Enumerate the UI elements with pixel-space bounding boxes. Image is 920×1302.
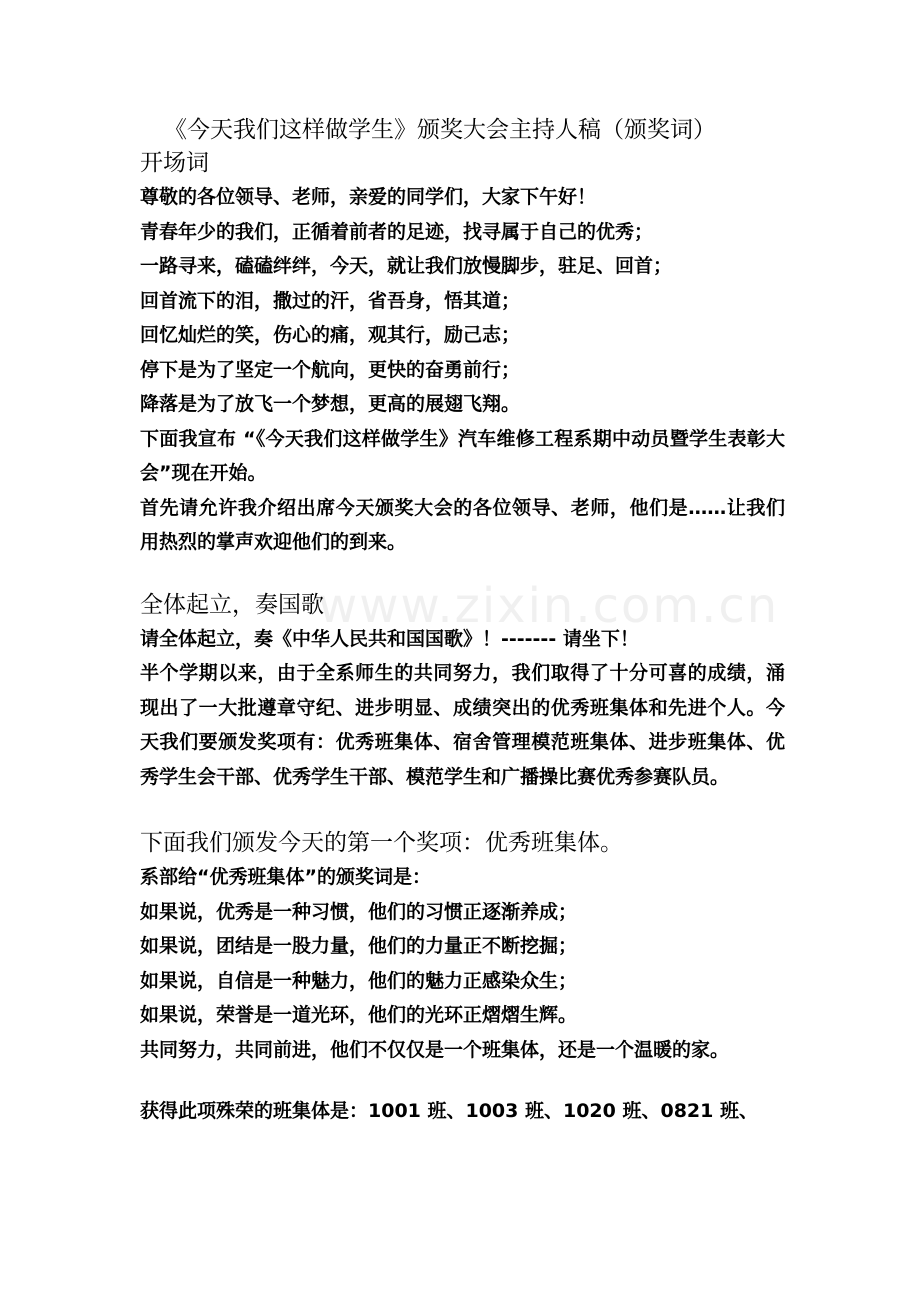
award-one-line: 共同努力，共同前进，他们不仅仅是一个班集体，还是一个温暖的家。 <box>140 1038 730 1061</box>
opening-line: 青春年少的我们，正循着前者的足迹，找寻属于自己的优秀； <box>140 220 654 243</box>
document-title: 《今天我们这样做学生》颁奖大会主持人稿（颁奖词） <box>164 117 716 143</box>
opening-line: 回忆灿烂的笑，伤心的痛，观其行，励己志； <box>140 324 521 346</box>
anthem-paragraph: 半个学期以来，由于全系师生的共同努力，我们取得了十分可喜的成绩，涌现出了一大批遵章守纪、进步明显、成绩突出的优秀班集体和先进个人。今天我们要颁发奖项有：优秀班集体、宿舍管理模范班集体、进步班集体、优秀学生会干部、优秀学生干部、模范学生和广播操比赛优秀参赛队员。 <box>140 662 785 788</box>
watermark: www.zixin.com.cn <box>318 578 780 634</box>
opening-line: 一路寻来，磕磕绊绊，今天，就让我们放慢脚步，驻足、回首； <box>140 255 673 277</box>
section-gap <box>140 1067 785 1094</box>
document-page <box>140 114 785 1129</box>
section-gap <box>140 560 785 588</box>
award-one-winners: 获得此项殊荣的班集体是：1001 班、1003 班、1020 班、0821 班、 <box>140 1100 758 1122</box>
opening-announcement: 下面我宣布 “《今天我们这样做学生》汽车维修工程系期中动员暨学生表彰大会”现在开始。 <box>140 427 785 484</box>
award-one-line: 如果说，自信是一种魅力，他们的魅力正感染众生； <box>140 969 578 992</box>
award-one-heading: 下面我们颁发今天的第一个奖项：优秀班集体。 <box>140 830 623 856</box>
award-one-line: 如果说，团结是一股力量，他们的力量正不断挖掘； <box>140 935 578 957</box>
opening-heading: 开场词 <box>140 150 209 176</box>
award-one-line: 系部给“优秀班集体”的颁奖词是： <box>140 866 431 888</box>
opening-line: 降落是为了放飞一个梦想，更高的展翅飞翔。 <box>140 393 521 415</box>
section-gap <box>140 794 785 826</box>
anthem-line: 请全体起立，奏《中华人民共和国国歌》！------- 请坐下！ <box>140 627 639 650</box>
anthem-heading: 全体起立，奏国歌 <box>140 591 324 618</box>
award-one-line: 如果说，荣誉是一道光环，他们的光环正熠熠生辉。 <box>140 1004 578 1026</box>
award-one-line: 如果说，优秀是一种习惯，他们的习惯正逐渐养成； <box>140 900 578 923</box>
opening-line: 回首流下的泪，撒过的汗，省吾身，悟其道； <box>140 289 521 312</box>
opening-line: 停下是为了坚定一个航向，更快的奋勇前行； <box>140 358 521 381</box>
opening-introduction: 首先请允许我介绍出席今天颁奖大会的各位领导、老师，他们是……让我们用热烈的掌声欢迎他们的到来。 <box>140 496 785 553</box>
opening-line: 尊敬的各位领导、老师，亲爱的同学们，大家下午好！ <box>140 186 597 208</box>
